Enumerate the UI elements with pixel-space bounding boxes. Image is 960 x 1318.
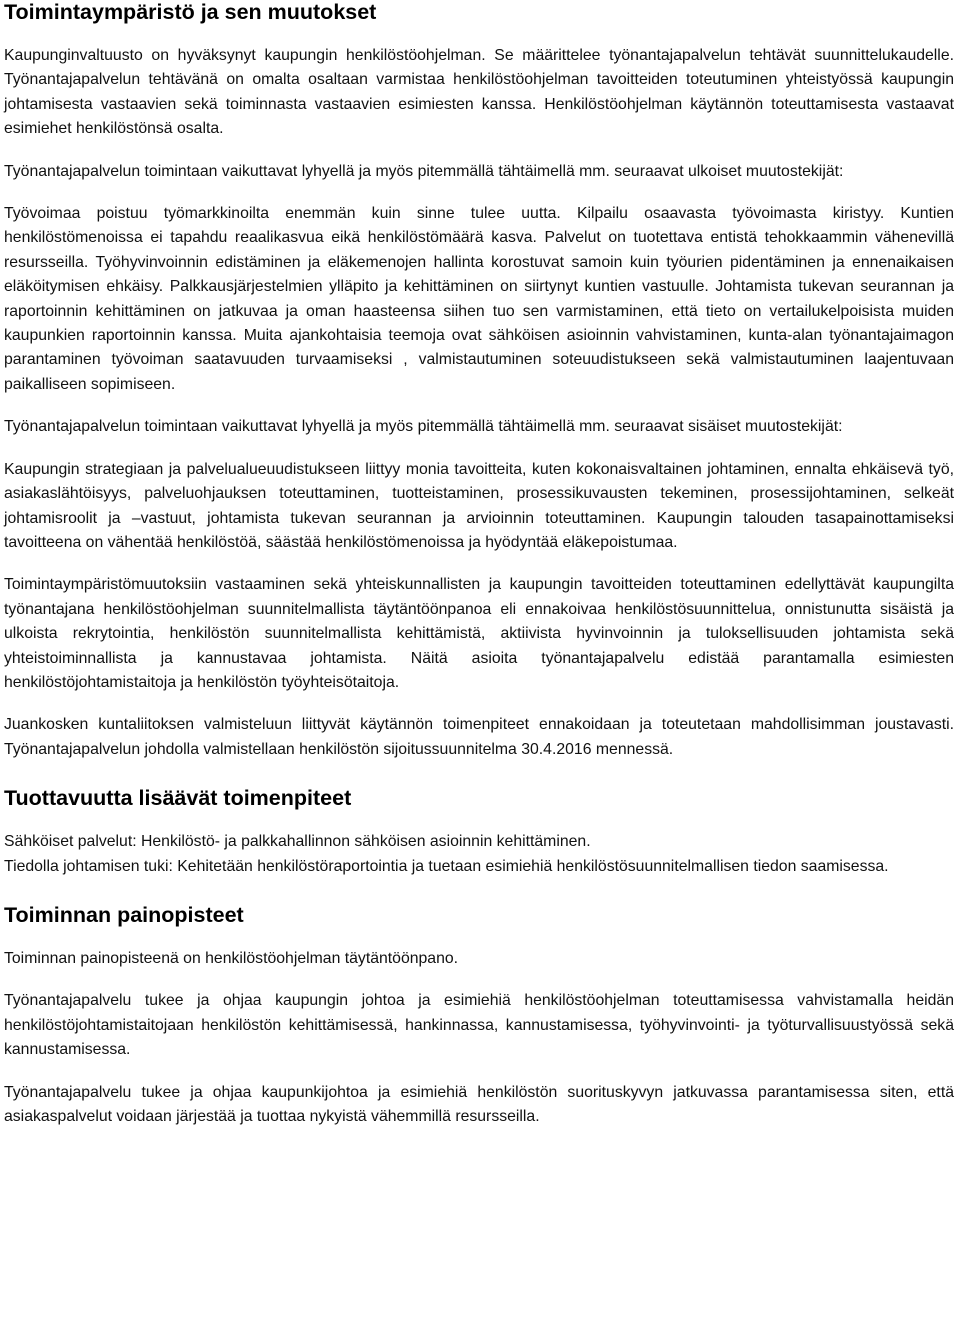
paragraph-external-factors: Työvoimaa poistuu työmarkkinoilta enemmän kuin sinne tulee uutta. Kilpailu osaavasta työvoimasta kiristyy. Kuntien henkilöstömenoissa ei tapahdu reaalikasvua eikä henkilöstömäärä kasva. Palvelut on tuotettava entistä tehokkaammin vähenevillä resursseilla. Työhyvinvoinnin edistäminen ja eläkemenojen hallinta korostuvat samoin kuin työurien pidentäminen ja ennenaikaisen eläköitymisen ehkäisy. Palkkausjärjestelmien ylläpito ja kehittäminen on siirtynyt kuntien vastuulle. Johtamista tukevan seurannan ja raportoinnin kehittäminen on jatkuvaa ja oman haasteensa siihen tuo sen varmistaminen, että tieto on vertailukelpoisista muiden kaupunkien raportoinnin kanssa. Muita ajankohtaisia teemoja ovat sähköisen asioinnin vahvistaminen, kunta-alan työnantajaimagon parantaminen työvoiman saatavuuden turvaamiseksi , valmistautuminen soteuudistukseen sekä valmistautuminen laajentuvaan paikalliseen sopimiseen. bbox=[4, 205, 954, 393]
paragraph-program-approval: Kaupunginvaltuusto on hyväksynyt kaupungin henkilöstöohjelman. Se määrittelee työnantajapalvelun tehtävät suunnittelukaudelle. Työnantajapalvelun tehtävänä on omalta osaltaan varmistaa henkilöstöohjelman tavoitteiden toteutuminen yhteistyössä kaupungin johtamisesta vastaavien sekä toiminnasta vastaavien esimiesten kanssa. Henkilöstöohjelman käytännön toteuttamisesta vastaavat esimiehet henkilöstönsä osalta. bbox=[4, 47, 954, 138]
productivity-electronic-services: Sähköiset palvelut: Henkilöstö- ja palkkahallinnon sähköisen asioinnin kehittäminen. bbox=[4, 833, 591, 851]
paragraph-focus-support-leaders: Työnantajapalvelu tukee ja ohjaa kaupungin johtoa ja esimiehiä henkilöstöohjelman toteuttamisessa vahvistamalla heidän henkilöstöjohtamistaitojaan henkilöstön kehittämisessä, hankinnassa, kannustamisessa, työhyvinvointi- ja työturvallisuustyössä sekä kannustamisessa. bbox=[4, 992, 954, 1059]
paragraph-change-response: Toimintaympäristömuutoksiin vastaaminen sekä yhteiskunnallisten ja kaupungin tavoitteiden toteuttaminen edellyttävät kaupungilta työnantajana henkilöstöohjelman suunnitelmallista täytäntöönpanoa eli ennakoivaa henkilöstösuunnittelua, onnistunutta sisäistä ja ulkoista rekrytointia, henkilöstön suunnitelmallista kehittämistä, aktiivista hyvinvoinnin ja tuloksellisuuden johtamista sekä yhteistoiminnallista ja kannustavaa johtamista. Näitä asioita työnantajapalvelu edistää parantamalla esimiesten henkilöstöjohtamistaitoja ja henkilöstön työyhteisötaitoja. bbox=[4, 576, 954, 691]
section-title-environment: Toimintaympäristö ja sen muutokset bbox=[4, 0, 377, 24]
paragraph-internal-factors-intro: Työnantajapalvelun toimintaan vaikuttavat lyhyellä ja myös pitemmällä tähtäimellä mm. seuraavat sisäiset muutostekijät: bbox=[4, 418, 843, 436]
productivity-knowledge-management: Tiedolla johtamisen tuki: Kehitetään henkilöstöraportointia ja tuetaan esimiehiä henkilöstösuunnitelmallisen tiedon saamisessa. bbox=[4, 857, 889, 875]
productivity-measures bbox=[4, 830, 954, 879]
section-title-productivity: Tuottavuutta lisäävät toimenpiteet bbox=[4, 786, 352, 811]
paragraph-focus-performance: Työnantajapalvelu tukee ja ohjaa kaupunkijohtoa ja esimiehiä henkilöstön suorituskyvyn jatkuvassa parantamisessa siten, että asiakaspalvelut voidaan järjestää ja tuottaa nykyistä vähemmillä resursseilla. bbox=[4, 1083, 954, 1125]
paragraph-focus-main: Toiminnan painopisteenä on henkilöstöohjelman täytäntöönpano. bbox=[4, 949, 459, 967]
paragraph-external-factors-intro: Työnantajapalvelun toimintaan vaikuttavat lyhyellä ja myös pitemmällä tähtäimellä mm. seuraavat ulkoiset muutostekijät: bbox=[4, 162, 844, 180]
paragraph-municipal-merger: Juankosken kuntaliitoksen valmisteluun liittyvät käytännön toimenpiteet ennakoidaan ja toteutetaan mahdollisimman joustavasti. Työnantajapalvelun johdolla valmistellaan henkilöstön sijoitussuunnitelma 30.4.2016 mennessä. bbox=[4, 716, 954, 758]
section-title-focus: Toiminnan painopisteet bbox=[4, 902, 244, 927]
paragraph-internal-factors: Kaupungin strategiaan ja palvelualueuudistukseen liittyy monia tavoitteita, kuten kokonaisvaltainen johtaminen, ennalta ehkäisevä työ, asiakaslähtöisyys, palveluohjauksen toteuttaminen, tuotteistaminen, prosessikuvausten tekeminen, prosessijohtaminen, selkeät johtamisroolit ja –vastuut, johtamista tukevan seurannan ja arvioinnin toteuttaminen. Kaupungin talouden tasapainottamiseksi tavoitteena on vähentää henkilöstöä, säästää henkilöstömenoissa ja hyödyntää eläkepoistumaa. bbox=[4, 460, 954, 551]
